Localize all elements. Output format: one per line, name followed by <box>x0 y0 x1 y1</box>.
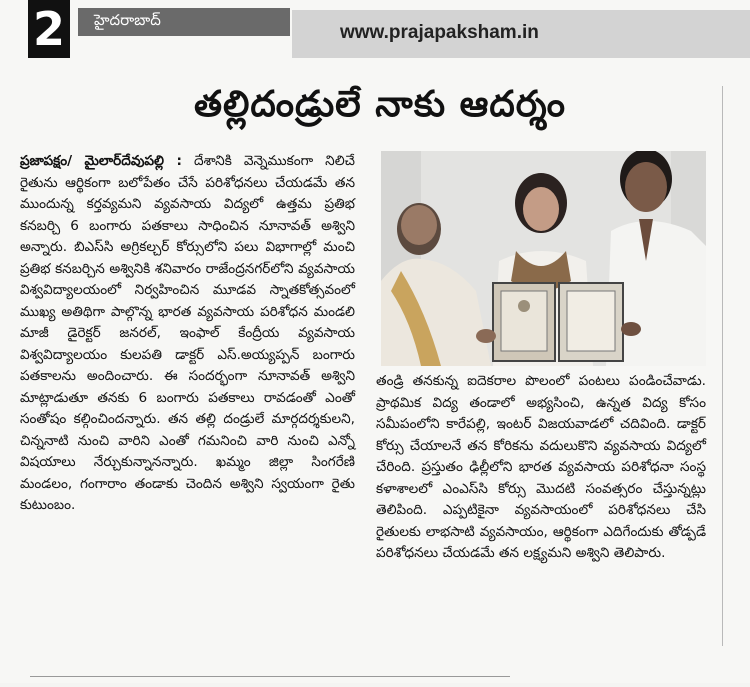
next-article-border <box>30 676 510 687</box>
article-column-2 <box>376 371 706 565</box>
article-photo <box>381 151 706 366</box>
page-number: 2 <box>28 0 70 58</box>
section-name: హైదరాబాద్ <box>94 11 161 29</box>
column-1-text: దేశానికి వెన్నెముకంగా నిలిచే రైతును ఆర్థికంగా బలోపేతం చేసే పరిశోధనలు చేయడమే తన ముందున్న కర్తవ్యమని వ్యవసాయ విద్యలో ఉత్తమ ప్రతిభ కనబర్చి 6 బంగారు పతకాలు సాధించిన నూనావత్ అశ్విని అన్నారు. బిఎస్‌సి అగ్రికల్చర్ కోర్సులోని పలు విభాగాల్లో మంచి ప్రతిభ కనబర్చిన అశ్వినికి శనివారం రాజేంద్రనగర్‌లోని వ్యవసాయ విశ్వవిద్యాలయంలో నిర్వహించిన మూడవ స్నాతకోత్సవంలో ముఖ్య అతిథిగా పాల్గొన్న భారత వ్యవసాయ పరిశోధన మండలి మాజీ డైరెక్టర్ జనరల్, ఇంఫాల్ కేంద్రీయ వ్యవసాయ విశ్వవిద్యాలయం కులపతి డాక్టర్ ఎస్.అయ్యప్పన్ బంగారు పతకాలను అందించారు. ఈ సందర్భంగా నూనావత్ అశ్విని మాట్లాడుతూ తనకు 6 బంగారు పతకాలు రావడంతో ఎంతో సంతోషం కల్గించిందన్నారు. తన తల్లి దండ్రులే మార్గదర్శకులని, చిన్ననాటి నుంచి వారిని ఎంతో గమనించి వారి నుంచి ఎన్నో విషయాలు నేర్చుకున్నానన్నారు. ఖమ్మం జిల్లా సింగరేణి మండలం, గంగారాం తండాకు చెందిన అశ్విని స్వయంగా రైతు కుటుంబం. <box>20 153 355 513</box>
column-2-text: తండ్రి తనకున్న ఐదెకరాల పొలంలో పంటలు పండించేవాడు. ప్రాథమిక విద్య తండాలో అభ్యసించి, ఉన్నత విద్య కోసం సమీపంలోని కారేపల్లి, ఇంటర్ విజయవాడలో చదివింది. డాక్టర్ కోర్సు చేయాలనే తన కోరికను వదులుకొని వ్యవసాయ విద్యలో చేరింది. ప్రస్తుతం ఢిల్లీలోని భారత వ్యవసాయ పరిశోధనా సంస్థ కళాశాలలో ఎంఎస్‌సి కోర్సు మొదటి సంవత్సరం చేస్తున్నట్లు తెలిపింది. ఎప్పటికైనా వ్యవసాయంలో పరిశోధనలు చేసి రైతులకు లాభసాటి వ్యవసాయం, ఆర్థికంగా ఎదిగేందుకు తోడ్పడే పరిశోధనలు చేయడమే తన లక్ష్యమని అశ్విని తెలిపారు. <box>376 373 706 561</box>
column-rule <box>722 86 723 646</box>
article-column-1 <box>20 151 355 517</box>
article-dateline: ప్రజాపక్షం/ మైలార్‌దేవుపల్లి : <box>20 153 182 169</box>
section-bar <box>78 8 290 36</box>
website-url: www.prajapaksham.in <box>340 22 539 43</box>
article-headline: తల్లిదండ్రులే నాకు ఆదర్శం <box>193 84 566 125</box>
award-photo-illustration <box>381 151 706 366</box>
website-bar <box>292 10 750 58</box>
